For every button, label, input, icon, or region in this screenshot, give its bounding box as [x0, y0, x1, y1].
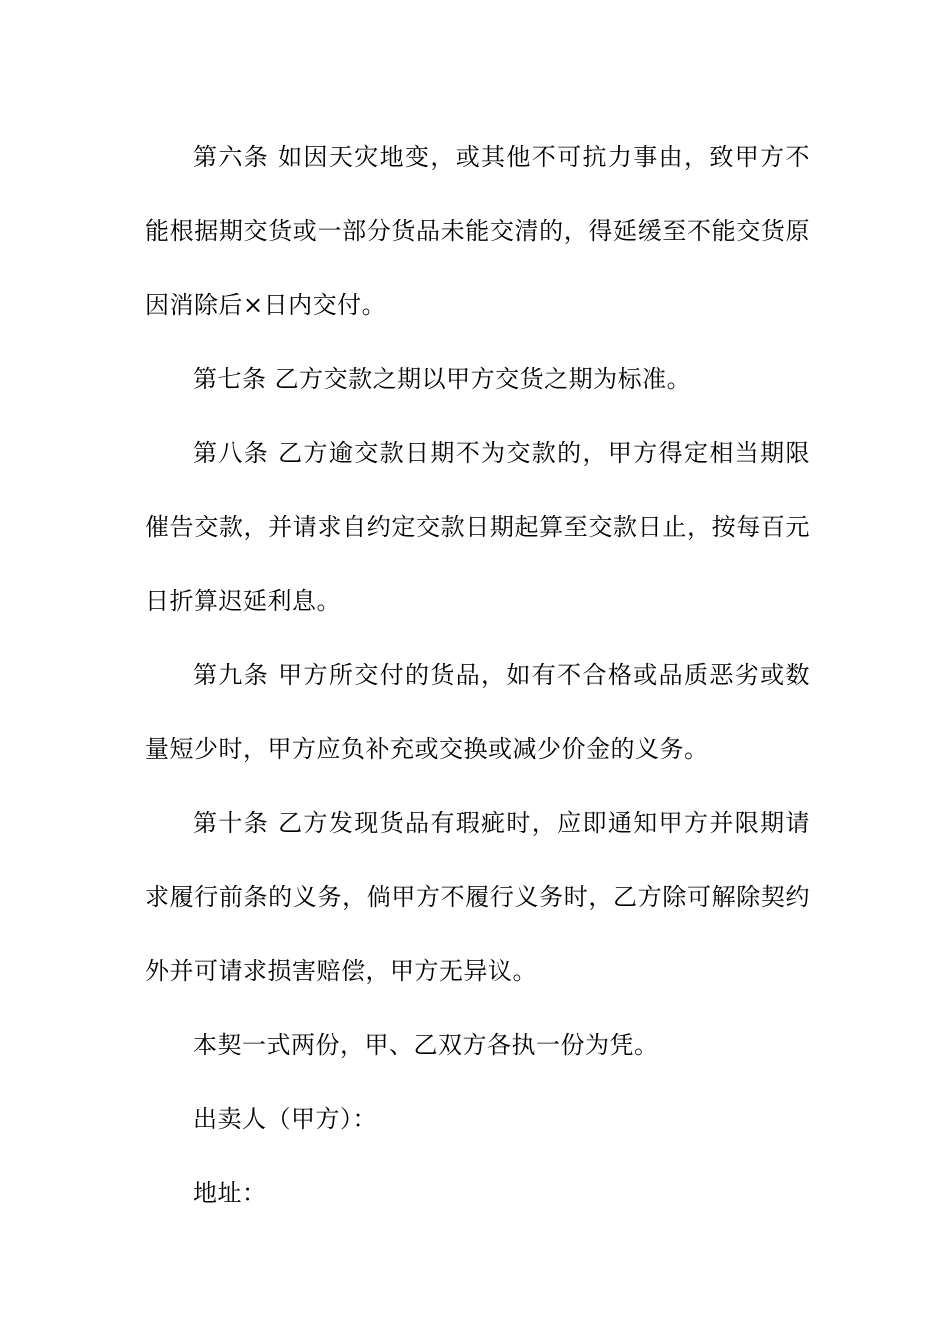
article-10-paragraph: 第十条 乙方发现货品有瑕疵时，应即通知甲方并限期请求履行前条的义务，倘甲方不履行义务时，乙方除可解除契约外并可请求损害赔偿，甲方无异议。 [145, 809, 810, 985]
article-6-paragraph: 第六条 如因天灾地变，或其他不可抗力事由，致甲方不能根据期交货或一部分货品未能交清的，得延缓至不能交货原因消除后×日内交付。 [145, 143, 810, 319]
article-8-paragraph: 第八条 乙方逾交款日期不为交款的，甲方得定相当期限催告交款，并请求自约定交款日期起算至交款日止，按每百元日折算迟延利息。 [145, 439, 810, 615]
address-label: 地址： [193, 1179, 267, 1207]
seller-label: 出卖人（甲方）： [193, 1105, 377, 1133]
copies-clause: 本契一式两份，甲、乙双方各执一份为凭。 [193, 1031, 659, 1059]
document-page [145, 120, 810, 1230]
article-7-paragraph: 第七条 乙方交款之期以甲方交货之期为标准。 [193, 365, 692, 393]
article-9-paragraph: 第九条 甲方所交付的货品，如有不合格或品质恶劣或数量短少时，甲方应负补充或交换或减少价金的义务。 [145, 661, 810, 763]
